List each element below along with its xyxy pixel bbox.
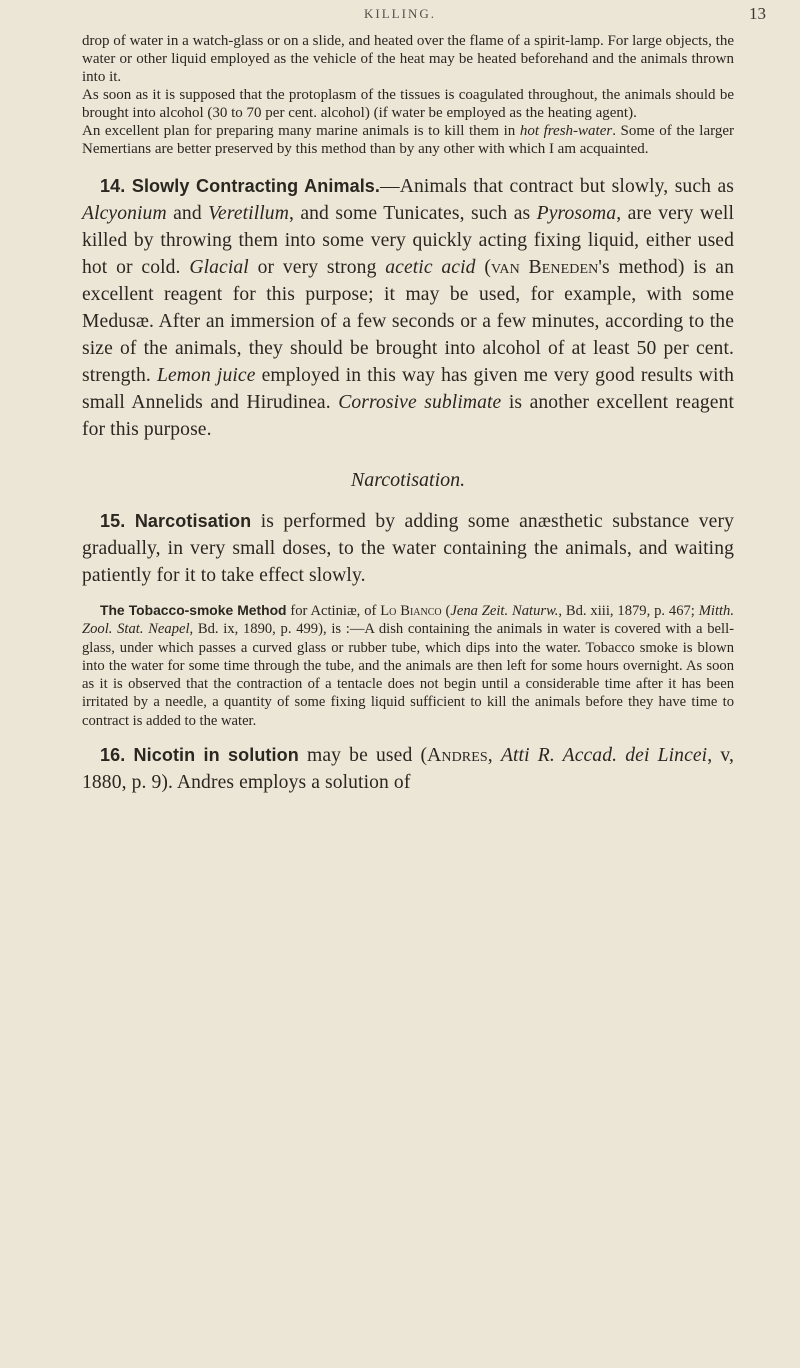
citation-journal: Jena Zeit. Naturw. [450,603,559,619]
text-run: for Actiniæ, of [286,603,381,619]
text-run: or very strong [248,257,386,278]
section-heading: Narcotisation. [350,469,466,491]
paragraph-number: 14. [100,176,126,196]
text-run: . Some of the larger Nemertians are better preserved by this method than by any other with which I am acquainted. [82,123,734,157]
text-run: 's method) is an excellent reagent for this purpose; it may be used, for example, with some Medusæ. After an immersion of a few seconds or a few minutes, according to the size of the animals, they should be brought into alcohol of at least 50 per cent. strength. [82,257,734,386]
running-title: KILLING. [364,6,436,21]
text-run: ( [441,603,451,619]
paragraph-tobacco-smoke [82,601,734,730]
text-run: drop of water in a watch-glass or on a slide, and heated over the flame of a spirit-lamp. For large objects, the water or other liquid employed as the vehicle of the heat may be heated beforehand and the animals thrown into it. [82,33,734,85]
paragraph-heading: Narcotisation [134,511,252,531]
text-run: , v, 1880, p. 9). Andres employs a solution of [82,745,734,794]
text-run: , Bd. xiii, 1879, p. 467; [558,603,699,619]
paragraph-heading: Slowly Contracting Animals. [131,176,381,196]
paragraph-heading: The Tobacco-smoke Method [100,602,287,618]
paragraph-16 [82,742,734,796]
paragraph-hot-fresh-water [82,122,734,158]
citation-journal: Atti R. Accad. dei Lincei [500,745,708,767]
running-head [0,6,800,26]
paragraph-14 [82,173,734,443]
italic-term: Lemon juice [157,365,256,386]
text-run: An excellent plan for preparing many marine animals is to kill them in [82,123,520,139]
citation-journal: Mitth. Zool. Stat. Neapel [82,603,735,638]
text-run: is another excellent reagent for this purpose. [82,392,735,440]
page-number: 13 [749,4,766,23]
italic-term: Glacial [189,257,249,278]
italic-term: Veretillum [208,203,289,224]
text-run: ( [475,257,491,278]
text-run: and [166,203,209,224]
paragraph-number: 16. [100,745,126,766]
text-run: —Animals that contract but slowly, such as [380,176,735,197]
author-name: Andres [427,745,488,767]
text-run: is performed by adding some anæsthetic substance very gradually, in very small doses, to the water containing the animals, and waiting patiently for it to take effect slowly. [82,511,734,586]
paragraph-continuation [82,32,734,86]
page-body [82,32,734,796]
paragraph-coagulation [82,86,734,122]
text-run: , Bd. ix, 1890, p. 499), is :—A dish containing the animals in water is covered with a bell-glass, under which passes a curved glass or rubber tube, which dips into the water. Tobacco smoke is blown into the water for some time through the tube, and the animals are then left for some hours overnight. As soon as it is observed that the contraction of a tentacle does not begin until a considerable time after it has been irritated by a needle, a quantity of some fixing liquid sufficient to kill the animals before they have time to contract is added to the water. [82,621,734,729]
text-run: employed in this way has given me very good results with small Annelids and Hirudinea. [82,365,735,413]
text-run: , and some Tunicates, such as [288,203,537,224]
italic-term: Corrosive sublimate [338,392,502,413]
italic-term: acetic acid [385,257,476,278]
paragraph-15 [82,508,734,589]
italic-term: Pyrosoma [536,203,617,224]
author-name: van Beneden [490,257,599,278]
italic-term: Alcyonium [82,203,167,224]
text-run: , are very well killed by throwing them into some very quickly acting fixing liquid, either used hot or cold. [82,203,735,278]
text-run: , [487,745,501,767]
paragraph-heading: Nicotin in solution [133,745,299,766]
paragraph-number: 15. [100,511,126,531]
italic-term: hot fresh-water [519,123,613,139]
author-name: Lo Bianco [380,603,442,619]
text-run: may be used ( [298,745,428,767]
text-run: As soon as it is supposed that the protoplasm of the tissues is coagulated throughout, the animals should be brought into alcohol (30 to 70 per cent. alcohol) (if water be employed as the heating agent). [82,87,734,121]
